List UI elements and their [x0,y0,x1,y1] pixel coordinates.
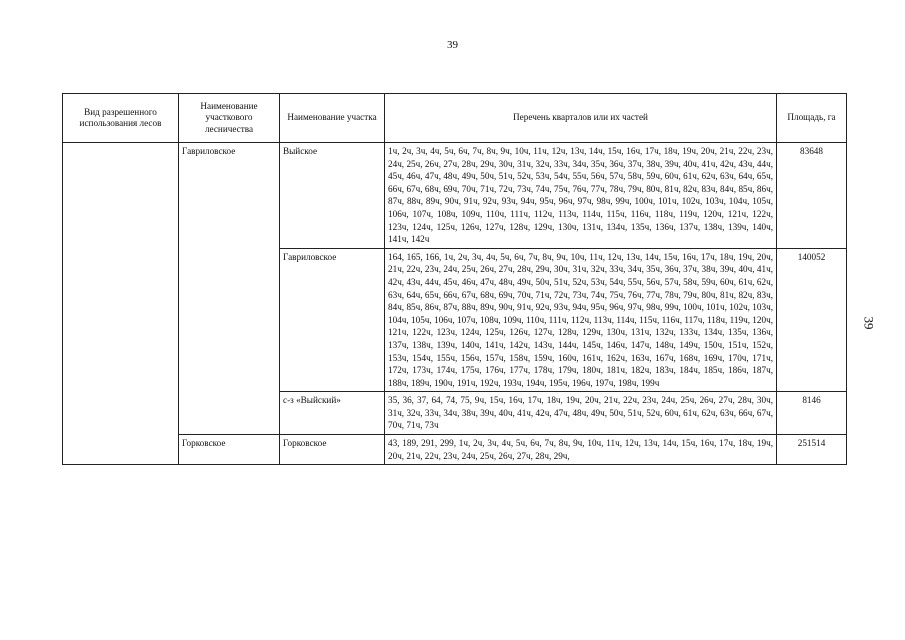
page-number-top: 39 [447,39,458,51]
table-row [63,435,847,465]
table-row [63,143,847,249]
page-number-side: 39 [861,316,877,330]
district-forestry-cell: Горковское [179,435,280,465]
header-district-forestry: Наименование участкового лесничества [179,94,280,143]
area-cell: 8146 [777,392,847,435]
quarters-cell: 35, 36, 37, 64, 74, 75, 9ч, 15ч, 16ч, 17ч, 18ч, 19ч, 20ч, 21ч, 22ч, 23ч, 24ч, 25ч, 26ч, 27ч, 28ч, 30ч, 31ч, 32ч, 33ч, 34ч, 38ч, 39ч, 40ч, 41ч, 42ч, 47ч, 48ч, 49ч, 50ч, 51ч, 52ч, 60ч, 61ч, 62ч, 63ч, 66ч, 67ч, 70ч, 71ч, 73ч [385,392,777,435]
header-area: Площадь, га [777,94,847,143]
site-cell: Гавриловское [280,248,385,392]
area-cell: 251514 [777,435,847,465]
site-cell: Выйское [280,143,385,249]
header-use-type: Вид разрешенного использования лесов [63,94,179,143]
use-type-cell [63,143,179,465]
table-header-row [63,94,847,143]
area-cell: 140052 [777,248,847,392]
forest-quarters-table [62,93,847,465]
site-cell: Горковское [280,435,385,465]
header-site: Наименование участка [280,94,385,143]
quarters-cell: 1ч, 2ч, 3ч, 4ч, 5ч, 6ч, 7ч, 8ч, 9ч, 10ч, 11ч, 12ч, 13ч, 14ч, 15ч, 16ч, 17ч, 18ч, 19ч, 20ч, 21ч, 22ч, 23ч, 24ч, 25ч, 26ч, 27ч, 28ч, 29ч, 30ч, 31ч, 32ч, 33ч, 34ч, 35ч, 36ч, 37ч, 38ч, 39ч, 40ч, 41ч, 42ч, 43ч, 44ч, 45ч, 46ч, 47ч, 48ч, 49ч, 50ч, 51ч, 52ч, 53ч, 54ч, 55ч, 56ч, 57ч, 58ч, 59ч, 60ч, 61ч, 62ч, 63ч, 64ч, 65ч, 66ч, 67ч, 68ч, 69ч, 70ч, 71ч, 72ч, 73ч, 74ч, 75ч, 76ч, 77ч, 78ч, 79ч, 80ч, 81ч, 82ч, 83ч, 84ч, 85ч, 86ч, 87ч, 88ч, 89ч, 90ч, 91ч, 92ч, 93ч, 94ч, 95ч, 96ч, 97ч, 98ч, 99ч, 100ч, 101ч, 102ч, 103ч, 104ч, 105ч, 106ч, 107ч, 108ч, 109ч, 110ч, 111ч, 112ч, 113ч, 114ч, 115ч, 116ч, 118ч, 119ч, 120ч, 121ч, 122ч, 123ч, 124ч, 125ч, 126ч, 127ч, 128ч, 129ч, 130ч, 131ч, 134ч, 135ч, 136ч, 137ч, 138ч, 139ч, 140ч, 141ч, 142ч [385,143,777,249]
district-forestry-cell: Гавриловское [179,143,280,435]
site-cell: с-з «Выйский» [280,392,385,435]
quarters-cell: 164, 165, 166, 1ч, 2ч, 3ч, 4ч, 5ч, 6ч, 7ч, 8ч, 9ч, 10ч, 11ч, 12ч, 13ч, 14ч, 15ч, 16ч, 17ч, 18ч, 19ч, 20ч, 21ч, 22ч, 23ч, 24ч, 25ч, 26ч, 27ч, 28ч, 29ч, 30ч, 31ч, 32ч, 33ч, 34ч, 35ч, 36ч, 37ч, 38ч, 39ч, 40ч, 41ч, 42ч, 43ч, 44ч, 45ч, 46ч, 47ч, 48ч, 49ч, 50ч, 51ч, 52ч, 53ч, 54ч, 55ч, 56ч, 57ч, 58ч, 59ч, 60ч, 61ч, 62ч, 63ч, 64ч, 65ч, 66ч, 67ч, 68ч, 69ч, 70ч, 71ч, 72ч, 73ч, 74ч, 75ч, 76ч, 77ч, 78ч, 79ч, 80ч, 81ч, 82ч, 83ч, 84ч, 85ч, 86ч, 87ч, 88ч, 89ч, 90ч, 91ч, 92ч, 93ч, 94ч, 95ч, 96ч, 97ч, 98ч, 99ч, 100ч, 101ч, 102ч, 103ч, 104ч, 105ч, 106ч, 107ч, 108ч, 109ч, 110ч, 111ч, 112ч, 113ч, 114ч, 115ч, 116ч, 117ч, 118ч, 119ч, 120ч, 121ч, 122ч, 123ч, 124ч, 125ч, 126ч, 127ч, 128ч, 129ч, 130ч, 131ч, 132ч, 133ч, 134ч, 135ч, 136ч, 137ч, 138ч, 139ч, 140ч, 141ч, 142ч, 143ч, 144ч, 145ч, 146ч, 147ч, 148ч, 149ч, 150ч, 151ч, 152ч, 153ч, 154ч, 155ч, 156ч, 157ч, 158ч, 159ч, 160ч, 161ч, 162ч, 163ч, 167ч, 168ч, 169ч, 170ч, 171ч, 172ч, 173ч, 174ч, 175ч, 176ч, 177ч, 178ч, 179ч, 180ч, 181ч, 182ч, 183ч, 184ч, 185ч, 186ч, 187ч, 188ч, 189ч, 190ч, 191ч, 192ч, 193ч, 194ч, 195ч, 196ч, 197ч, 198ч, 199ч [385,248,777,392]
area-cell: 83648 [777,143,847,249]
header-quarters: Перечень кварталов или их частей [385,94,777,143]
quarters-cell: 43, 189, 291, 299, 1ч, 2ч, 3ч, 4ч, 5ч, 6ч, 7ч, 8ч, 9ч, 10ч, 11ч, 12ч, 13ч, 14ч, 15ч, 16ч, 17ч, 18ч, 19ч, 20ч, 21ч, 22ч, 23ч, 24ч, 25ч, 26ч, 27ч, 28ч, 29ч, [385,435,777,465]
